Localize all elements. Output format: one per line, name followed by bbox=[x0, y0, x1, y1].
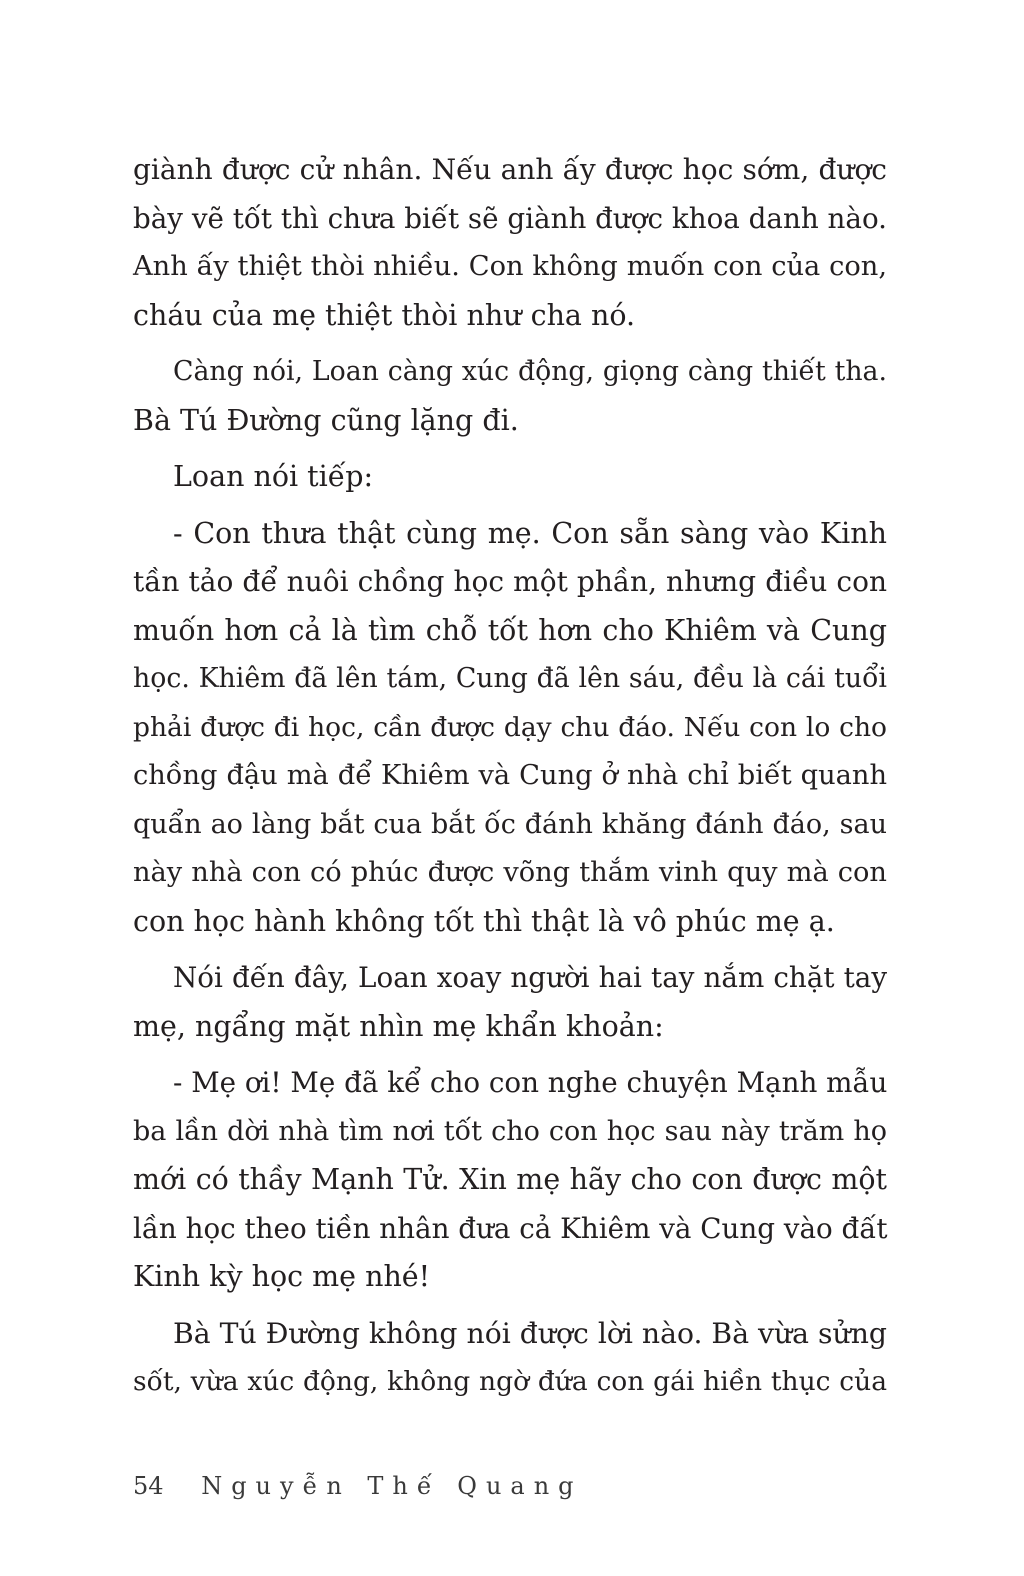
text-line: - Mẹ ơi! Mẹ đã kể cho con nghe chuyện Mạnh mẫu bbox=[173, 1066, 888, 1099]
page-number: 54 bbox=[133, 1472, 164, 1500]
text-line: quẩn ao làng bắt cua bắt ốc đánh khăng đánh đáo, sau bbox=[133, 808, 887, 840]
text-line: Bà Tú Đường cũng lặng đi. bbox=[133, 403, 519, 437]
text-line: bày vẽ tốt thì chưa biết sẽ giành được khoa danh nào. bbox=[133, 201, 887, 235]
body-text bbox=[133, 146, 887, 1415]
text-line: mới có thầy Mạnh Tử. Xin mẹ hãy cho con được một bbox=[133, 1163, 887, 1196]
paragraph-1 bbox=[133, 146, 887, 340]
paragraph-6 bbox=[133, 1059, 887, 1302]
text-line: Anh ấy thiệt thòi nhiều. Con không muốn con của con, bbox=[133, 251, 887, 282]
text-line: Càng nói, Loan càng xúc động, giọng càng thiết tha. bbox=[173, 356, 887, 387]
text-line: cháu của mẹ thiệt thòi như cha nó. bbox=[133, 298, 636, 332]
text-line: chồng đậu mà để Khiêm và Cung ở nhà chỉ biết quanh bbox=[133, 760, 887, 791]
paragraph-7 bbox=[133, 1310, 887, 1407]
text-line: - Con thưa thật cùng mẹ. Con sẵn sàng vào Kinh bbox=[173, 516, 887, 550]
text-line: lần học theo tiền nhân đưa cả Khiêm và Cung vào đất bbox=[133, 1211, 888, 1245]
text-line: giành được cử nhân. Nếu anh ấy được học sớm, được bbox=[133, 153, 887, 186]
text-line: ba lần dời nhà tìm nơi tốt cho con học sau này trăm họ bbox=[133, 1115, 887, 1147]
text-line: muốn hơn cả là tìm chỗ tốt hơn cho Khiêm và Cung bbox=[133, 613, 887, 647]
text-line: con học hành không tốt thì thật là vô phúc mẹ ạ. bbox=[133, 904, 835, 938]
text-line: học. Khiêm đã lên tám, Cung đã lên sáu, đều là cái tuổi bbox=[133, 663, 887, 694]
paragraph-5 bbox=[133, 954, 887, 1051]
text-line: phải được đi học, cần được dạy chu đáo. Nếu con lo cho bbox=[133, 711, 887, 743]
author-name: Nguyễn Thế Quang bbox=[201, 1472, 583, 1500]
text-line: mẹ, ngẩng mặt nhìn mẹ khẩn khoản: bbox=[133, 1009, 664, 1043]
text-line: sốt, vừa xúc động, không ngờ đứa con gái hiền thục của bbox=[133, 1366, 887, 1397]
text-line: Kinh kỳ học mẹ nhé! bbox=[133, 1260, 431, 1293]
paragraph-2 bbox=[133, 348, 887, 445]
page-footer bbox=[133, 1472, 583, 1500]
paragraph-4 bbox=[133, 510, 887, 947]
text-line: này nhà con có phúc được võng thắm vinh quy mà con bbox=[133, 857, 887, 888]
paragraph-3 bbox=[133, 453, 887, 502]
text-line: tần tảo để nuôi chồng học một phần, nhưng điều con bbox=[133, 565, 887, 598]
text-line: Bà Tú Đường không nói được lời nào. Bà vừa sửng bbox=[173, 1316, 887, 1350]
text-line: Loan nói tiếp: bbox=[173, 460, 374, 493]
text-line: Nói đến đây, Loan xoay người hai tay nắm chặt tay bbox=[173, 961, 887, 994]
